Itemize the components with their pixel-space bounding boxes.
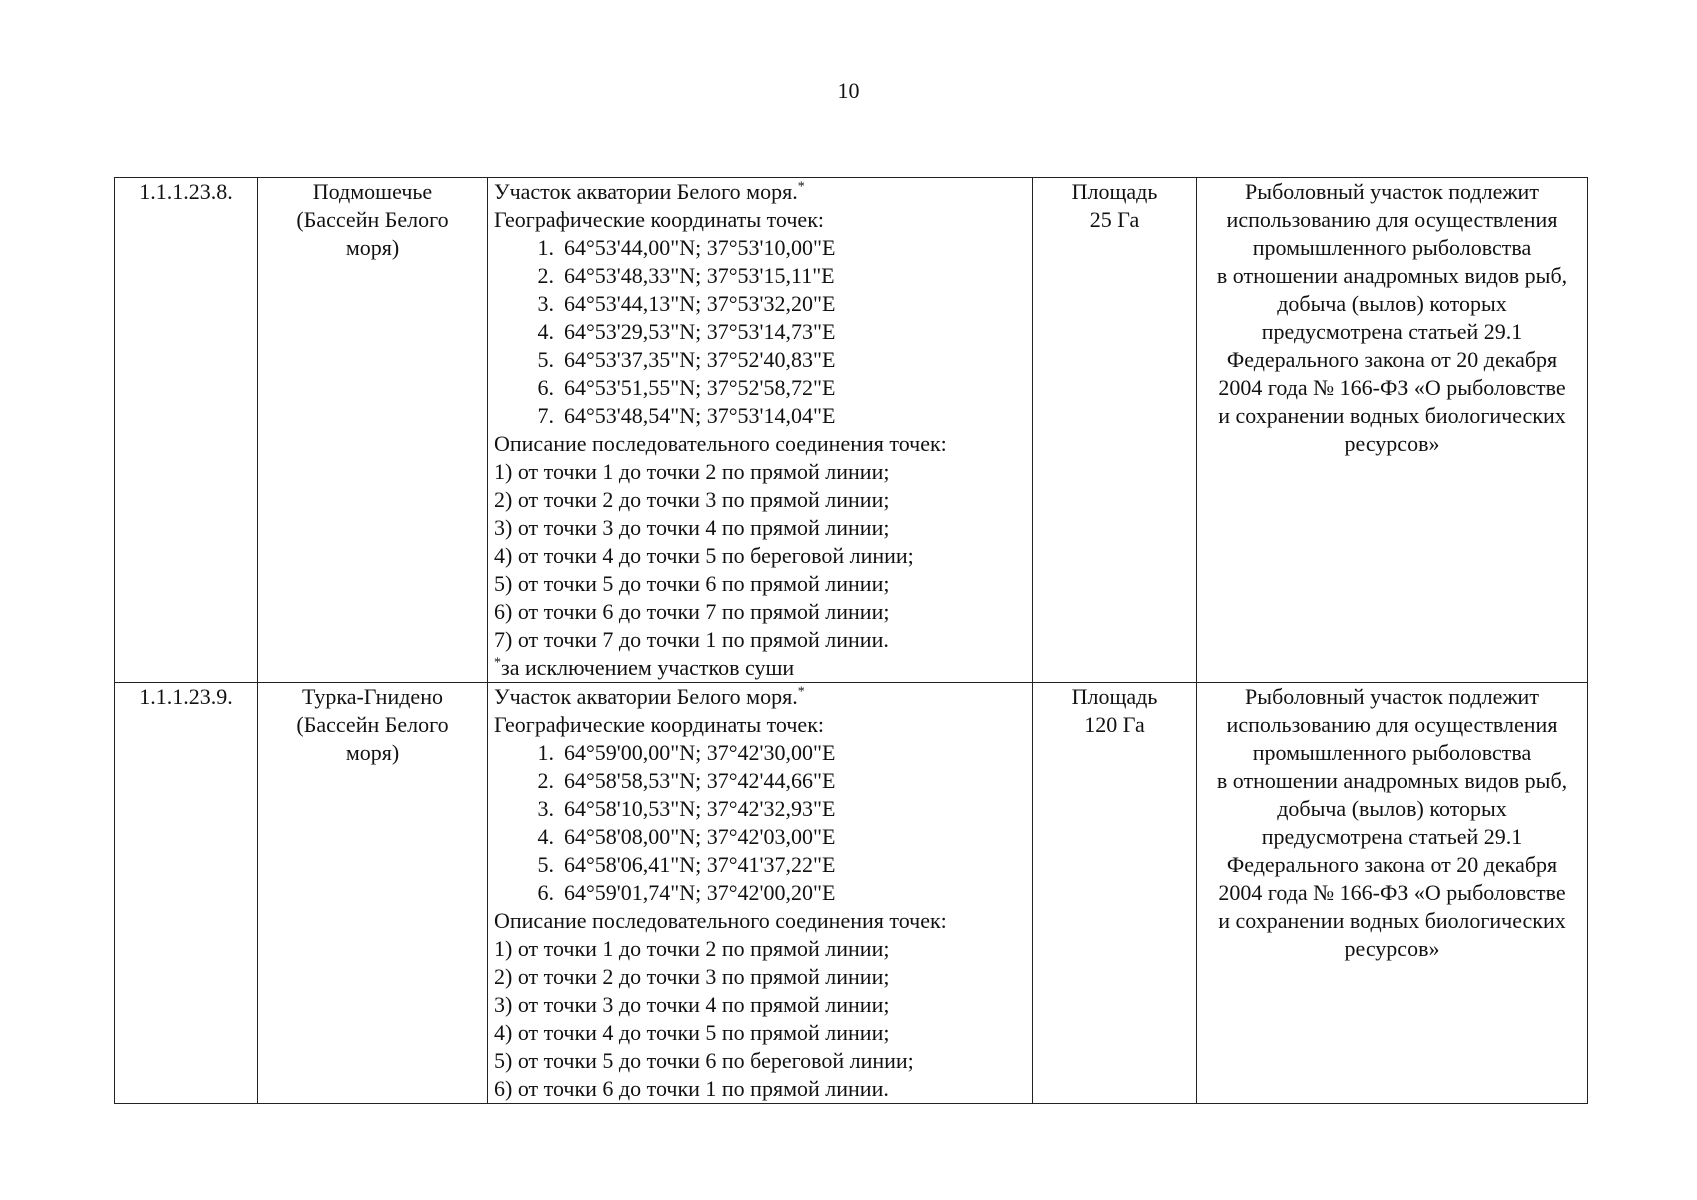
- connection-title: Описание последовательного соединения точек:: [494, 431, 947, 456]
- coordinate-item: 2. 64°58'58,53"N; 37°42'44,66"E: [537, 768, 836, 793]
- area-label: Площадь: [1071, 179, 1158, 204]
- coordinate-item: 2. 64°53'48,33"N; 37°53'15,11"E: [537, 263, 835, 288]
- purpose-line: использованию для осуществления: [1226, 207, 1558, 232]
- area-name-line: моря): [345, 740, 400, 765]
- coordinate-list: [494, 739, 1026, 907]
- row-number: 1.1.1.23.8.: [115, 178, 258, 683]
- purpose-line: Федерального закона от 20 декабря: [1226, 347, 1558, 372]
- connection-item: 3) от точки 3 до точки 4 по прямой линии;: [494, 515, 890, 540]
- coordinate-item: 4. 64°53'29,53"N; 37°53'14,73"E: [537, 319, 836, 344]
- connection-item: 2) от точки 2 до точки 3 по прямой линии;: [494, 964, 890, 989]
- area-size: [1033, 178, 1197, 683]
- area-purpose: [1197, 178, 1588, 683]
- purpose-line: предусмотрена статьей 29.1: [1261, 319, 1523, 344]
- area-label: Площадь: [1071, 684, 1158, 709]
- coordinate-item: 3. 64°53'44,13"N; 37°53'32,20"E: [537, 291, 836, 316]
- purpose-line: ресурсов»: [1344, 431, 1440, 456]
- purpose-line: и сохранении водных биологических: [1218, 908, 1566, 933]
- purpose-line: в отношении анадромных видов рыб,: [1216, 263, 1568, 288]
- purpose-line: промышленного рыболовства: [1252, 740, 1532, 765]
- area-description: [488, 178, 1033, 683]
- coordinate-item: 5. 64°53'37,35"N; 37°52'40,83"E: [537, 347, 836, 372]
- coordinate-item: 6. 64°59'01,74"N; 37°42'00,20"E: [537, 880, 836, 905]
- purpose-line: использованию для осуществления: [1226, 712, 1558, 737]
- area-purpose: [1197, 683, 1588, 1104]
- coordinate-list: [494, 234, 1026, 430]
- purpose-line: 2004 года № 166-ФЗ «О рыболовстве: [1218, 375, 1566, 400]
- area-size: [1033, 683, 1197, 1104]
- area-name: [258, 683, 488, 1104]
- purpose-line: 2004 года № 166-ФЗ «О рыболовстве: [1218, 880, 1566, 905]
- area-name-line: Турка-Гнидено: [302, 684, 443, 709]
- purpose-line: в отношении анадромных видов рыб,: [1216, 768, 1568, 793]
- connection-item: 5) от точки 5 до точки 6 по береговой линии;: [494, 1048, 914, 1073]
- connection-item: 1) от точки 1 до точки 2 по прямой линии;: [494, 936, 890, 961]
- coordinate-item: 7. 64°53'48,54"N; 37°53'14,04"E: [537, 403, 836, 428]
- connection-item: 6) от точки 6 до точки 7 по прямой линии;: [494, 599, 890, 624]
- coords-title: Географические координаты точек:: [494, 712, 824, 737]
- area-name-line: моря): [345, 235, 400, 260]
- area-title: Участок акватории Белого моря.*: [494, 179, 805, 204]
- table-row: [115, 178, 1588, 683]
- connection-item: 6) от точки 6 до точки 1 по прямой линии.: [494, 1076, 889, 1101]
- area-name-line: Подмошечье: [312, 179, 433, 204]
- footnote-mark: *: [797, 684, 805, 700]
- purpose-line: добыча (вылов) которых: [1277, 291, 1507, 316]
- connection-item: 3) от точки 3 до точки 4 по прямой линии;: [494, 992, 890, 1017]
- footnote-mark: *: [494, 655, 501, 671]
- purpose-line: промышленного рыболовства: [1252, 235, 1532, 260]
- area-value: 25 Га: [1089, 207, 1140, 232]
- area-name-line: (Бассейн Белого: [296, 712, 449, 737]
- connection-item: 7) от точки 7 до точки 1 по прямой линии.: [494, 627, 889, 652]
- coordinate-item: 6. 64°53'51,55"N; 37°52'58,72"E: [537, 375, 836, 400]
- connection-item: 1) от точки 1 до точки 2 по прямой линии;: [494, 459, 890, 484]
- purpose-line: ресурсов»: [1344, 936, 1440, 961]
- connection-item: 5) от точки 5 до точки 6 по прямой линии;: [494, 571, 890, 596]
- purpose-line: предусмотрена статьей 29.1: [1261, 824, 1523, 849]
- purpose-line: Рыболовный участок подлежит: [1245, 684, 1539, 709]
- connection-item: 4) от точки 4 до точки 5 по береговой линии;: [494, 543, 914, 568]
- footnote-mark: *: [797, 179, 805, 195]
- footnote: *за исключением участков суши: [494, 655, 795, 680]
- purpose-line: и сохранении водных биологических: [1218, 403, 1566, 428]
- area-description: [488, 683, 1033, 1104]
- connection-item: 2) от точки 2 до точки 3 по прямой линии;: [494, 487, 890, 512]
- area-name: [258, 178, 488, 683]
- connection-item: 4) от точки 4 до точки 5 по прямой линии;: [494, 1020, 890, 1045]
- coordinate-item: 1. 64°53'44,00"N; 37°53'10,00"E: [537, 235, 836, 260]
- area-name-line: (Бассейн Белого: [296, 207, 449, 232]
- purpose-line: Федерального закона от 20 декабря: [1226, 852, 1558, 877]
- purpose-line: добыча (вылов) которых: [1277, 796, 1507, 821]
- area-title: Участок акватории Белого моря.*: [494, 684, 805, 709]
- fishing-areas-table: [114, 177, 1588, 1104]
- coords-title: Географические координаты точек:: [494, 207, 824, 232]
- connection-title: Описание последовательного соединения точек:: [494, 908, 947, 933]
- page-number: 10: [837, 78, 860, 103]
- table-row: [115, 683, 1588, 1104]
- coordinate-item: 4. 64°58'08,00"N; 37°42'03,00"E: [537, 824, 836, 849]
- row-number: 1.1.1.23.9.: [115, 683, 258, 1104]
- coordinate-item: 3. 64°58'10,53"N; 37°42'32,93"E: [537, 796, 836, 821]
- coordinate-item: 1. 64°59'00,00"N; 37°42'30,00"E: [537, 740, 836, 765]
- purpose-line: Рыболовный участок подлежит: [1245, 179, 1539, 204]
- area-value: 120 Га: [1084, 712, 1145, 737]
- coordinate-item: 5. 64°58'06,41"N; 37°41'37,22"E: [537, 852, 836, 877]
